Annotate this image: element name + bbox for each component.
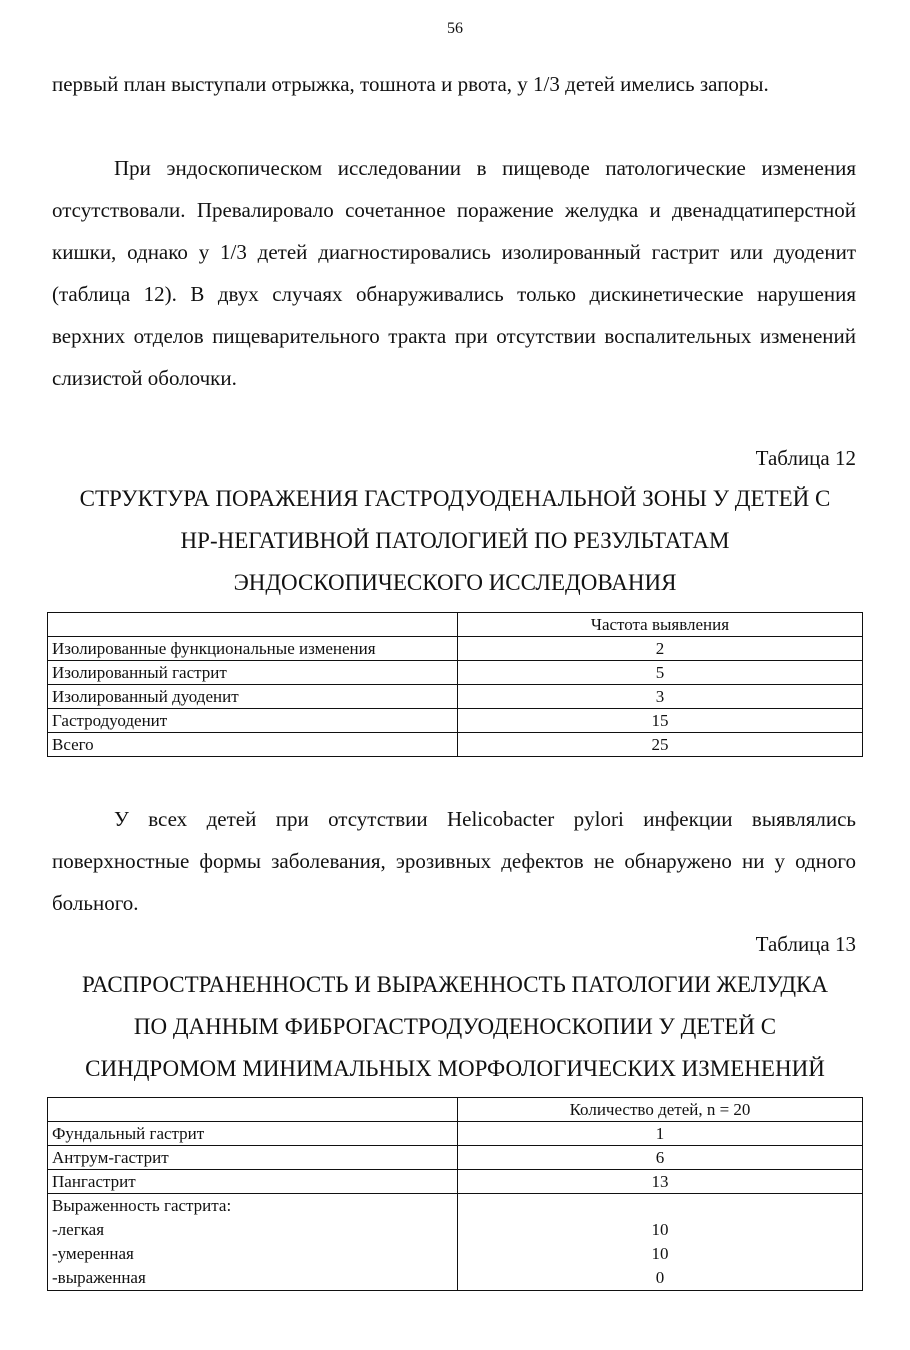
table-12 — [47, 612, 863, 757]
table-12-row-label: Изолированные функциональные изменения — [48, 637, 458, 661]
paragraph-2: При эндоскопическом исследовании в пищеводе патологические изменения отсутствовали. Превалировало сочетанное поражение желудка и двенадцатиперстной кишки, однако у 1/3 детей диагностировались изолированный гастрит или дуоденит (таблица 12). В двух случаях обнаруживались только дискинетические нарушения верхних отделов пищеварительного тракта при отсутствии воспалительных изменений слизистой оболочки. — [52, 156, 856, 390]
table-12-title — [40, 478, 870, 604]
table-row — [48, 1146, 863, 1170]
table-13-row-label: Пангастрит — [48, 1170, 458, 1194]
table-13-row-label: Антрум-гастрит — [48, 1146, 458, 1170]
table-12-row-value: 3 — [458, 685, 863, 709]
paragraph-1: первый план выступали отрыжка, тошнота и рвота, у 1/3 детей имелись запоры. — [52, 72, 769, 96]
table-12-title-line-3: ЭНДОСКОПИЧЕСКОГО ИССЛЕДОВАНИЯ — [233, 570, 677, 595]
table-12-row-label: Гастродуоденит — [48, 709, 458, 733]
table-row — [48, 709, 863, 733]
paragraph-3: У всех детей при отсутствии Helicobacter pylori инфекции выявлялись поверхностные формы заболевания, эрозивных дефектов не обнаружено ни у одного больного. — [52, 807, 856, 915]
table-12-row-value: 2 — [458, 637, 863, 661]
table-13-title-line-3: СИНДРОМОМ МИНИМАЛЬНЫХ МОРФОЛОГИЧЕСКИХ ИЗМЕНЕНИЙ — [85, 1056, 825, 1081]
table-12-header-frequency: Частота выявления — [458, 613, 863, 637]
table-12-row-value: 25 — [458, 733, 863, 757]
table-13-severity-labels — [48, 1194, 458, 1291]
table-row — [48, 637, 863, 661]
table-12-row-value: 15 — [458, 709, 863, 733]
table-12-header-cell-empty — [48, 613, 458, 637]
table-12-title-line-2: НР-НЕГАТИВНОЙ ПАТОЛОГИЕЙ ПО РЕЗУЛЬТАТАМ — [180, 528, 730, 553]
table-13-row-value: 13 — [458, 1170, 863, 1194]
table-12-row-label: Всего — [48, 733, 458, 757]
table-12-title-line-1: СТРУКТУРА ПОРАЖЕНИЯ ГАСТРОДУОДЕНАЛЬНОЙ ЗОНЫ У ДЕТЕЙ С — [79, 486, 831, 511]
severity-moderate-value: 10 — [651, 1244, 669, 1263]
table-row — [48, 685, 863, 709]
table-row — [48, 1122, 863, 1146]
table-12-ref: Таблица 12 — [755, 446, 856, 470]
table-13-title-line-2: ПО ДАННЫМ ФИБРОГАСТРОДУОДЕНОСКОПИИ У ДЕТЕЙ С — [133, 1014, 777, 1039]
table-13-ref: Таблица 13 — [755, 932, 856, 956]
severity-severe-label: -выраженная — [52, 1268, 146, 1287]
table-row — [48, 733, 863, 757]
table-13-severity-row — [48, 1194, 863, 1291]
severity-moderate-label: -умеренная — [52, 1244, 134, 1263]
table-13-title-line-1: РАСПРОСТРАНЕННОСТЬ И ВЫРАЖЕННОСТЬ ПАТОЛОГИИ ЖЕЛУДКА — [82, 972, 828, 997]
table-13-row-value: 6 — [458, 1146, 863, 1170]
severity-severe-value: 0 — [655, 1268, 665, 1287]
table-13 — [47, 1097, 863, 1291]
table-row — [48, 661, 863, 685]
severity-heading-spacer — [462, 1194, 858, 1218]
table-12-row-label: Изолированный гастрит — [48, 661, 458, 685]
table-13-title — [40, 964, 870, 1090]
table-13-header-row — [48, 1098, 863, 1122]
severity-mild-value: 10 — [651, 1220, 669, 1239]
page-number: 56 — [447, 20, 463, 37]
table-row — [48, 1170, 863, 1194]
severity-mild-label: -легкая — [52, 1220, 105, 1239]
table-13-severity-values — [458, 1194, 863, 1291]
table-13-row-label: Фундальный гастрит — [48, 1122, 458, 1146]
table-12-header-row — [48, 613, 863, 637]
table-13-header-cell-empty — [48, 1098, 458, 1122]
severity-heading: Выраженность гастрита: — [52, 1196, 232, 1215]
table-13-header-count: Количество детей, n = 20 — [458, 1098, 863, 1122]
table-12-row-label: Изолированный дуоденит — [48, 685, 458, 709]
table-13-row-value: 1 — [458, 1122, 863, 1146]
table-12-row-value: 5 — [458, 661, 863, 685]
